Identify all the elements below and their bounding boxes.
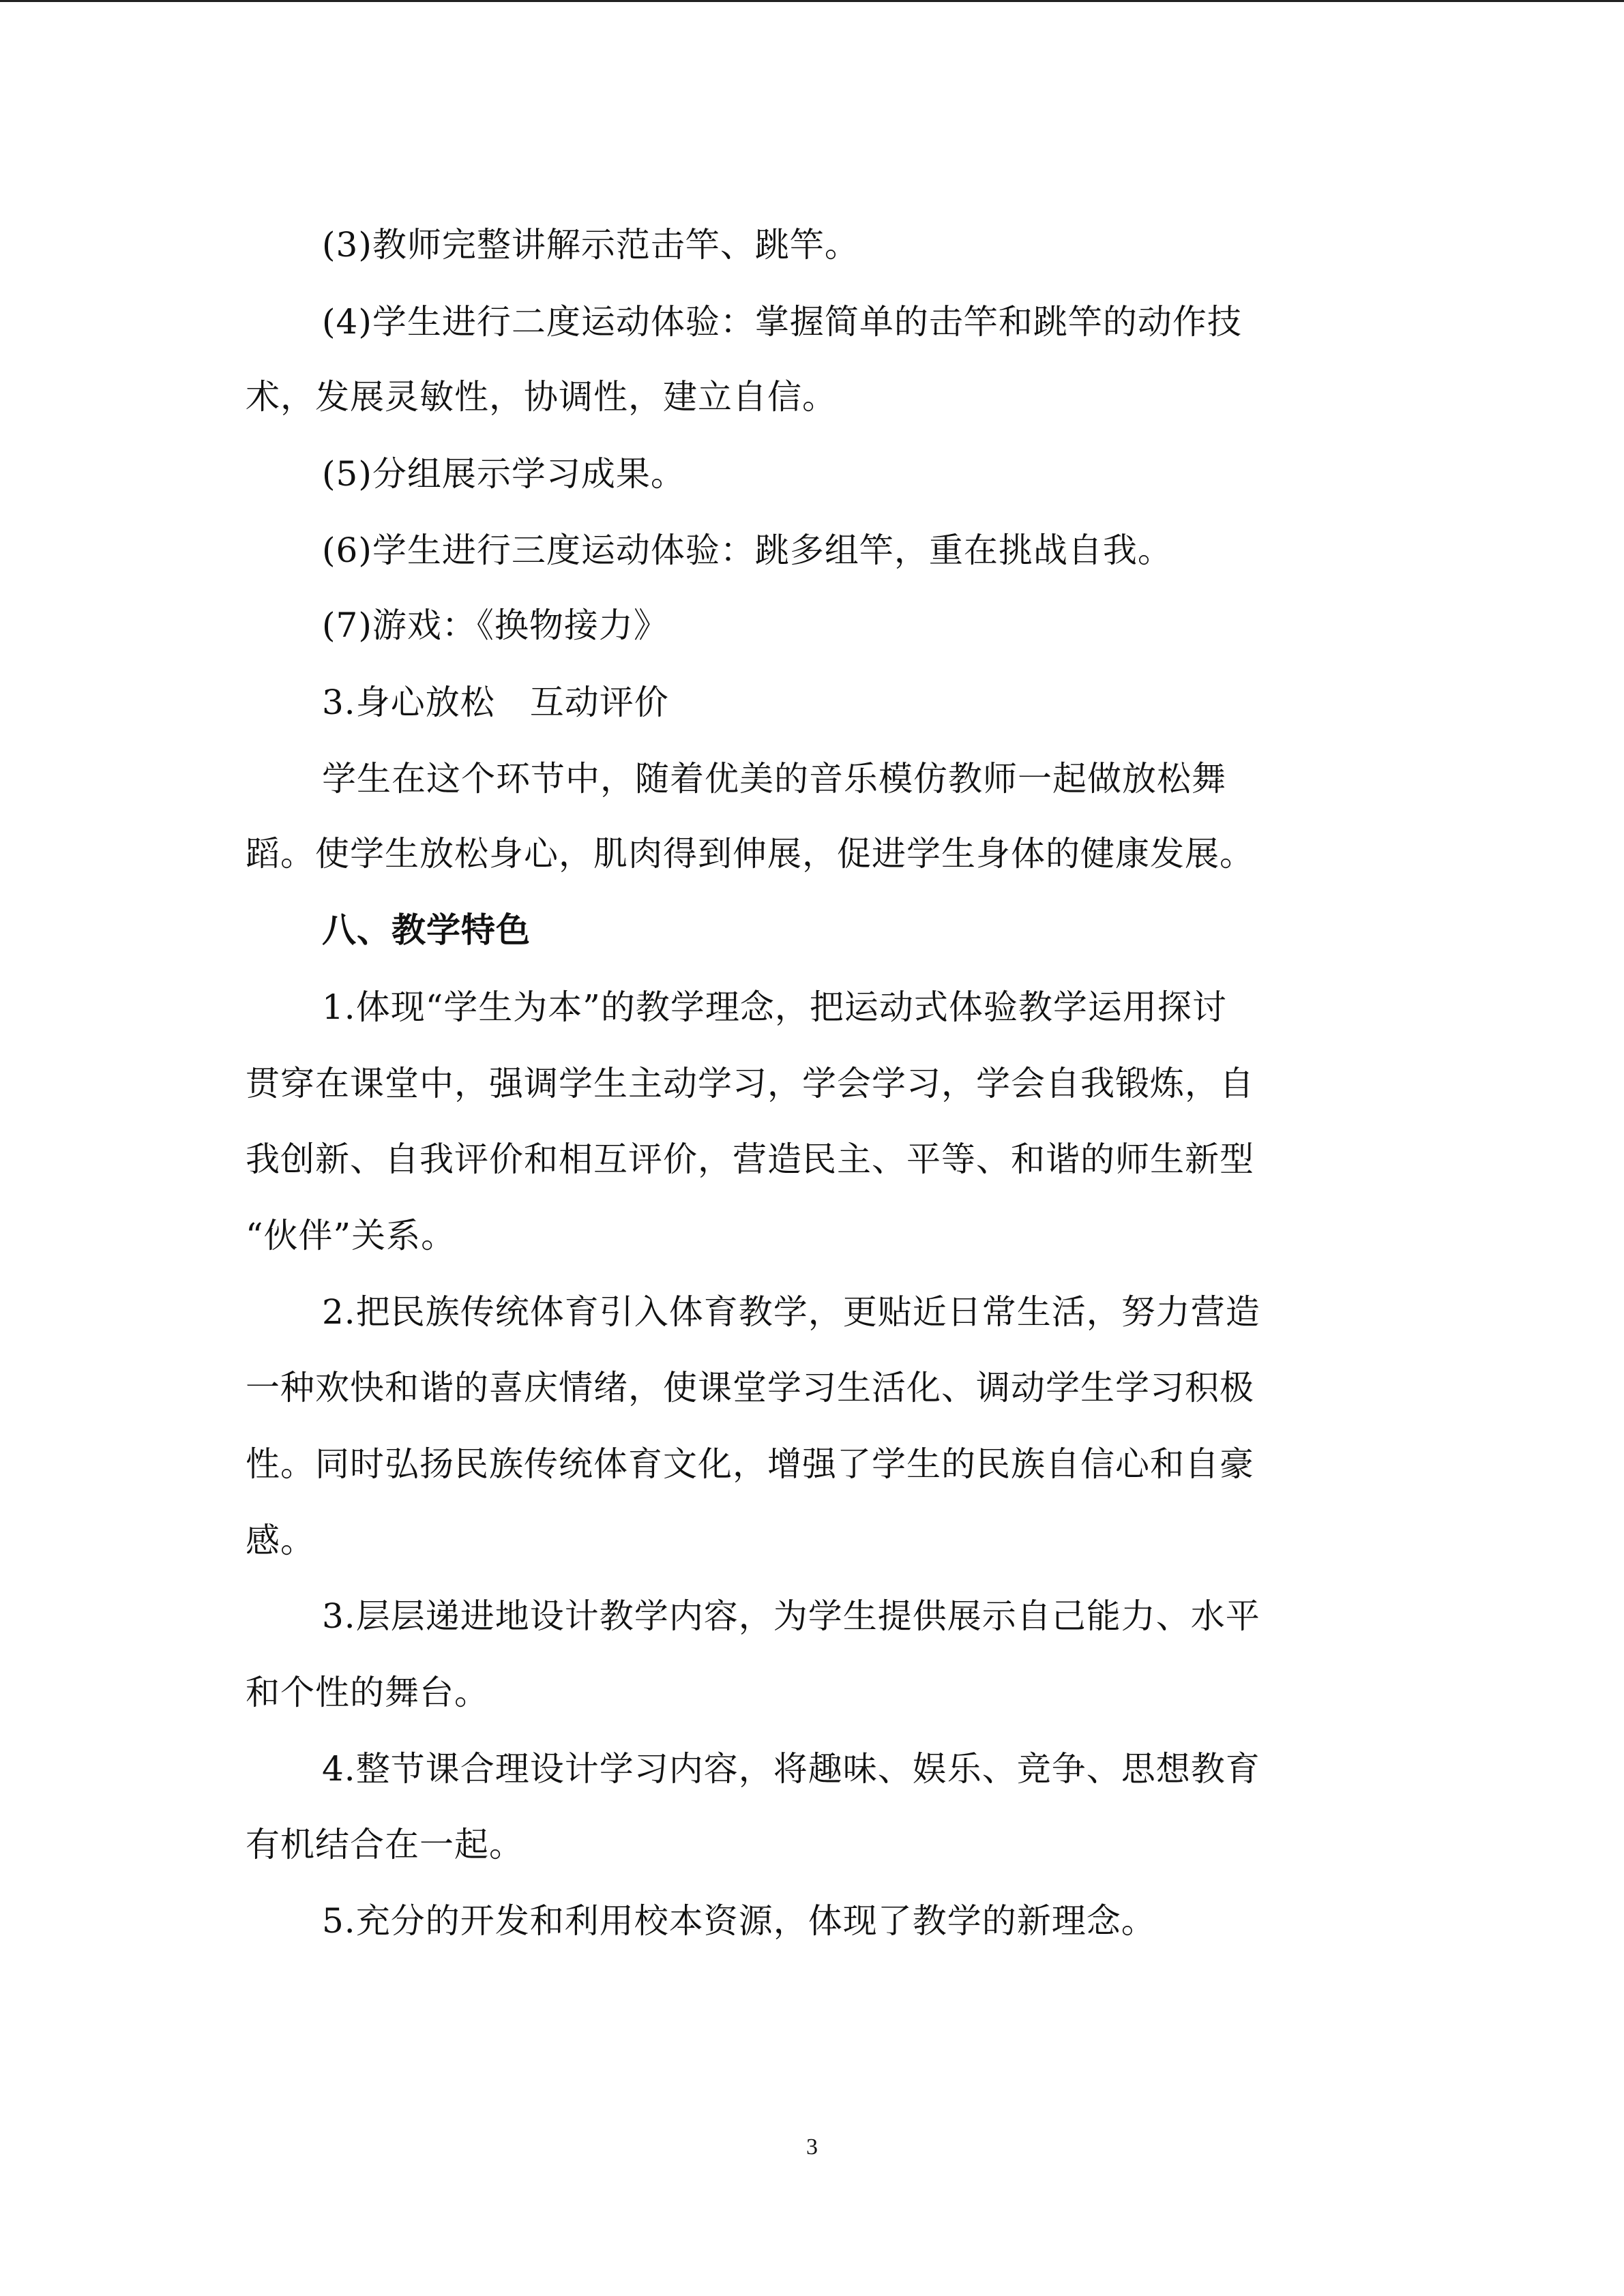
text-line: (4)学生进行二度运动体验：掌握简单的击竿和跳竿的动作技 bbox=[322, 302, 1242, 342]
text-line: 3.身心放松 互动评价 bbox=[322, 683, 669, 722]
text-line: 一种欢快和谐的喜庆情绪，使课堂学习生活化、调动学生学习积极 bbox=[246, 1368, 1254, 1407]
text-line: 5.充分的开发和利用校本资源，体现了教学的新理念。 bbox=[322, 1901, 1156, 1941]
text-line: (3)教师完整讲解示范击竿、跳竿。 bbox=[322, 225, 859, 265]
text-line: 性。同时弘扬民族传统体育文化，增强了学生的民族自信心和自豪 bbox=[246, 1444, 1254, 1484]
text-line: 蹈。使学生放松身心，肌肉得到伸展，促进学生身体的健康发展。 bbox=[246, 834, 1254, 874]
text-line: 3.层层递进地设计教学内容，为学生提供展示自己能力、水平 bbox=[322, 1596, 1260, 1636]
page-number: 3 bbox=[806, 2134, 818, 2160]
page-top-border bbox=[0, 0, 1624, 2]
text-line: 贯穿在课堂中，强调学生主动学习，学会学习，学会自我锻炼，自 bbox=[246, 1064, 1254, 1103]
text-line: “伙伴”关系。 bbox=[246, 1216, 456, 1255]
text-line: 1.体现“学生为本”的教学理念，把运动式体验教学运用探讨 bbox=[322, 987, 1227, 1027]
text-line: 术，发展灵敏性，协调性，建立自信。 bbox=[246, 377, 837, 417]
text-line: 有机结合在一起。 bbox=[246, 1825, 524, 1864]
text-line: 感。 bbox=[246, 1521, 315, 1560]
text-line: 4.整节课合理设计学习内容，将趣味、娱乐、竞争、思想教育 bbox=[322, 1749, 1260, 1789]
text-line: (6)学生进行三度运动体验：跳多组竿，重在挑战自我。 bbox=[322, 531, 1172, 570]
text-line: (7)游戏：《换物接力》 bbox=[322, 606, 668, 645]
text-line: (5)分组展示学习成果。 bbox=[322, 454, 685, 494]
text-line: 我创新、自我评价和相互评价，营造民主、平等、和谐的师生新型 bbox=[246, 1139, 1254, 1179]
text-line: 和个性的舞台。 bbox=[246, 1673, 489, 1712]
text-line: 2.把民族传统体育引入体育教学，更贴近日常生活，努力营造 bbox=[322, 1292, 1260, 1332]
section-heading: 八、教学特色 bbox=[322, 910, 531, 950]
text-line: 学生在这个环节中，随着优美的音乐模仿教师一起做放松舞 bbox=[322, 759, 1226, 799]
